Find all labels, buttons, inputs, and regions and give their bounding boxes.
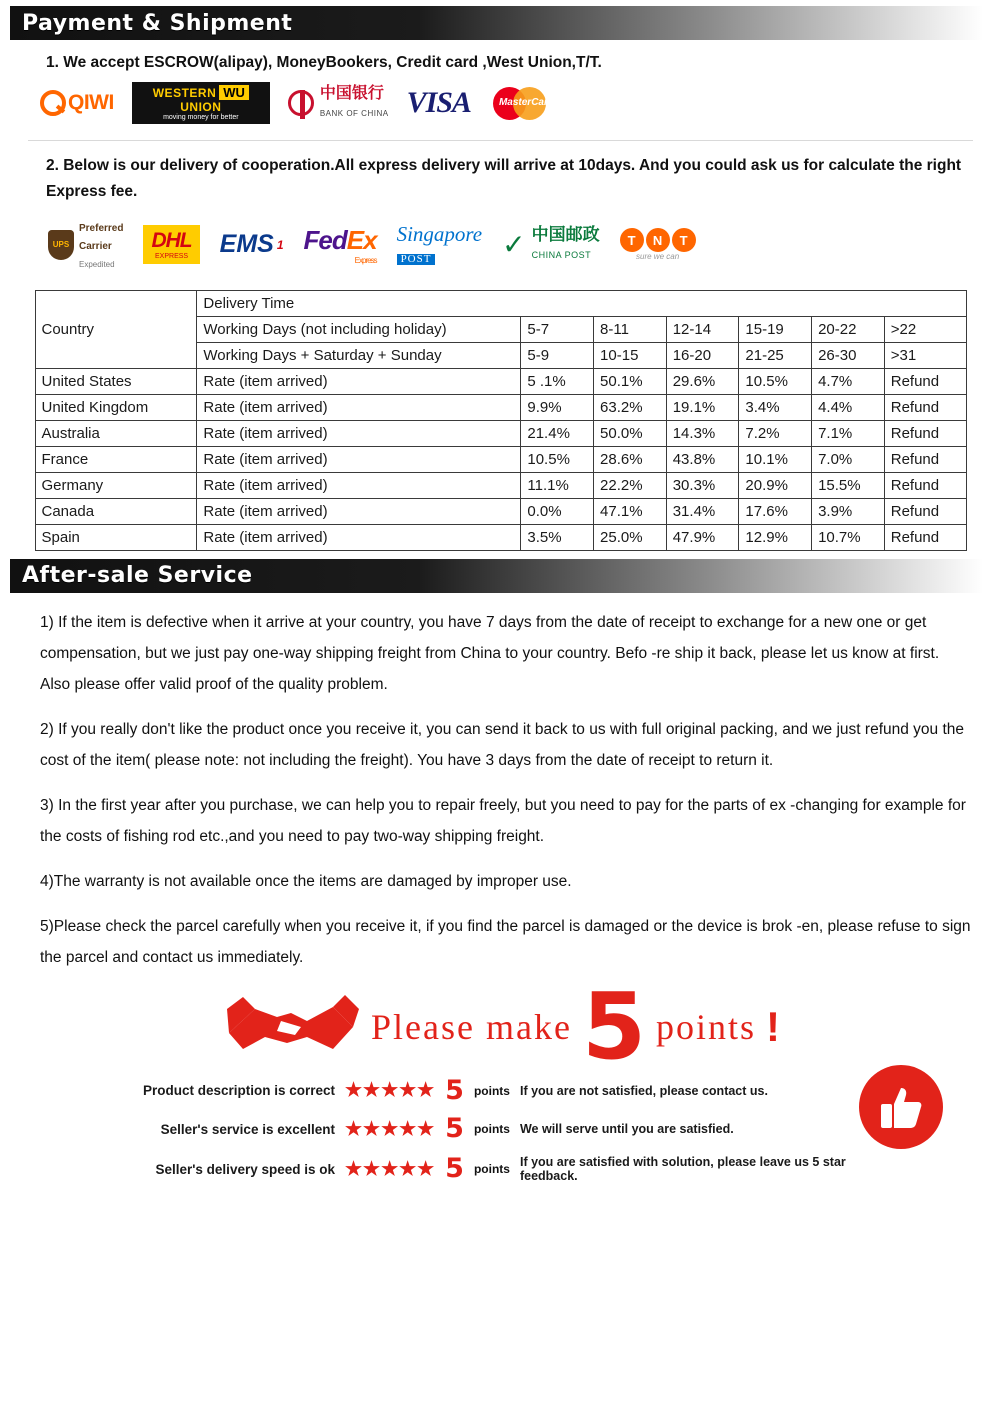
cell: 10.7% bbox=[812, 524, 885, 550]
dhl-logo: DHL EXPRESS bbox=[143, 225, 199, 264]
western-union-logo: WESTERN WU UNION moving money for better bbox=[132, 82, 270, 124]
mastercard-logo: MasterCard bbox=[489, 83, 595, 123]
cell: 50.1% bbox=[594, 368, 667, 394]
row-rate-label: Rate (item arrived) bbox=[197, 498, 521, 524]
please-make-text: Please make bbox=[371, 1006, 572, 1047]
cell: Refund bbox=[884, 498, 966, 524]
table-row bbox=[35, 394, 966, 420]
row-country: France bbox=[35, 446, 197, 472]
five-points-rows bbox=[0, 1074, 1001, 1185]
cell: 43.8% bbox=[666, 446, 739, 472]
cell: 5 .1% bbox=[521, 368, 594, 394]
cell: Refund bbox=[884, 420, 966, 446]
cell: 0.0% bbox=[521, 498, 594, 524]
working-days-weekend-label: Working Days + Saturday + Sunday bbox=[197, 342, 521, 368]
cell: 12-14 bbox=[666, 316, 739, 342]
delivery-table bbox=[35, 290, 967, 551]
working-days-label: Working Days (not including holiday) bbox=[197, 316, 521, 342]
payment-logo-row bbox=[0, 76, 1001, 134]
singapore-post-logo: Singapore POST bbox=[396, 221, 483, 265]
aftersale-paragraph: 3) In the first year after you purchase, we can help you to repair freely, but you need to pay for the parts of ex -changing for example for the costs of fishing rod etc.,and you need to pay two-way shipping freight. bbox=[40, 796, 966, 845]
table-row bbox=[35, 498, 966, 524]
country-header: Country bbox=[35, 290, 197, 368]
cell: 16-20 bbox=[666, 342, 739, 368]
aftersale-paragraph: 5)Please check the parcel carefully when you receive it, if you find the parcel is damaged or the device is brok -en, please refuse to sign the parcel and contact us immediately. bbox=[40, 917, 971, 966]
row-country: United States bbox=[35, 368, 197, 394]
cell: 63.2% bbox=[594, 394, 667, 420]
aftersale-paragraph: 1) If the item is defective when it arrive at your country, you have 7 days from the date of receipt to exchange for a new one or get compensation, but we just pay one-way shipping freight from China to your country. Befo -re ship it back, please let us know at first. Also please offer valid proof of the quality problem. bbox=[40, 613, 940, 693]
cell: >22 bbox=[884, 316, 966, 342]
cell: 12.9% bbox=[739, 524, 812, 550]
row-country: Germany bbox=[35, 472, 197, 498]
cell: 15-19 bbox=[739, 316, 812, 342]
china-post-logo: ✓ 中国邮政 CHINA POST bbox=[502, 224, 600, 262]
row-country: Spain bbox=[35, 524, 197, 550]
cell: 10.5% bbox=[521, 446, 594, 472]
cell: Refund bbox=[884, 446, 966, 472]
star-rating-icon: ★★★★★ bbox=[345, 1118, 436, 1140]
row-rate-label: Rate (item arrived) bbox=[197, 394, 521, 420]
aftersale-paragraph: 4)The warranty is not available once the items are damaged by improper use. bbox=[40, 872, 572, 890]
row-rate-label: Rate (item arrived) bbox=[197, 446, 521, 472]
cell: 26-30 bbox=[812, 342, 885, 368]
payment-line-2: 2. Below is our delivery of cooperation.All express delivery will arrive at 10days. And you could ask us for calculate the right Express fee. bbox=[46, 157, 962, 201]
row-country: United Kingdom bbox=[35, 394, 197, 420]
cell: Refund bbox=[884, 394, 966, 420]
table-row bbox=[35, 420, 966, 446]
cell: 3.5% bbox=[521, 524, 594, 550]
handshake-icon bbox=[221, 987, 361, 1067]
cell: 29.6% bbox=[666, 368, 739, 394]
ems-logo: EMS 1 bbox=[219, 230, 284, 259]
tnt-logo: T N T sure we can bbox=[620, 228, 696, 261]
cell: 7.1% bbox=[812, 420, 885, 446]
row-rate-label: Rate (item arrived) bbox=[197, 368, 521, 394]
row-rate-label: Rate (item arrived) bbox=[197, 472, 521, 498]
shipping-logo-row bbox=[0, 210, 1001, 284]
points-number: 5 bbox=[445, 1112, 464, 1144]
row-rate-label: Rate (item arrived) bbox=[197, 524, 521, 550]
cell: 14.3% bbox=[666, 420, 739, 446]
points-number: 5 bbox=[445, 1074, 464, 1106]
table-row bbox=[35, 472, 966, 498]
points-row-label: Product description is correct bbox=[142, 1083, 335, 1099]
thumbs-up-icon bbox=[859, 1065, 943, 1149]
section-divider bbox=[28, 140, 973, 141]
cell: 3.4% bbox=[739, 394, 812, 420]
table-row bbox=[35, 524, 966, 550]
points-unit: points bbox=[473, 1122, 510, 1137]
points-row-note: If you are not satisfied, please contact us. bbox=[519, 1083, 768, 1098]
aftersale-section-banner bbox=[10, 559, 983, 593]
points-row-label: Seller's service is excellent bbox=[160, 1121, 335, 1137]
visa-logo: VISA bbox=[406, 86, 471, 119]
points-unit: points bbox=[473, 1083, 510, 1098]
points-number: 5 bbox=[445, 1153, 464, 1185]
cell: 4.4% bbox=[812, 394, 885, 420]
cell: 15.5% bbox=[812, 472, 885, 498]
cell: 21.4% bbox=[521, 420, 594, 446]
fedex-logo: FedEx Express bbox=[303, 224, 377, 265]
aftersale-paragraph: 2) If you really don't like the product once you receive it, you can send it back to us with full original packing, and we just refund you the cost of the item( please note: not including the freight). You have 3 days from the date of receipt to return it. bbox=[40, 720, 965, 769]
cell: 10.1% bbox=[739, 446, 812, 472]
cell: 7.2% bbox=[739, 420, 812, 446]
cell: Refund bbox=[884, 368, 966, 394]
cell: 17.6% bbox=[739, 498, 812, 524]
cell: 20-22 bbox=[812, 316, 885, 342]
star-rating-icon: ★★★★★ bbox=[345, 1158, 436, 1180]
points-row-label: Seller's delivery speed is ok bbox=[155, 1161, 335, 1177]
row-rate-label: Rate (item arrived) bbox=[197, 420, 521, 446]
cell: 21-25 bbox=[739, 342, 812, 368]
points-unit: points bbox=[473, 1162, 510, 1177]
cell: 3.9% bbox=[812, 498, 885, 524]
cell: Refund bbox=[884, 524, 966, 550]
row-country: Canada bbox=[35, 498, 197, 524]
cell: Refund bbox=[884, 472, 966, 498]
cell: 28.6% bbox=[594, 446, 667, 472]
aftersale-body bbox=[0, 593, 1001, 973]
table-row bbox=[35, 446, 966, 472]
five-points-block bbox=[0, 972, 1001, 1185]
cell: 20.9% bbox=[739, 472, 812, 498]
five-points-headline bbox=[0, 972, 1001, 1080]
cell: 30.3% bbox=[666, 472, 739, 498]
delivery-time-header: Delivery Time bbox=[197, 290, 966, 316]
cell: 10.5% bbox=[739, 368, 812, 394]
exclamation-mark: ! bbox=[765, 1002, 780, 1050]
cell: 8-11 bbox=[594, 316, 667, 342]
qiwi-logo: QIWI bbox=[40, 84, 114, 122]
row-country: Australia bbox=[35, 420, 197, 446]
cell: 22.2% bbox=[594, 472, 667, 498]
payment-section-title: Payment & Shipment bbox=[22, 10, 293, 36]
payment-line-1: 1. We accept ESCROW(alipay), MoneyBookers, Credit card ,West Union,T/T. bbox=[46, 54, 602, 71]
points-word: points bbox=[655, 1006, 756, 1047]
bank-of-china-logo: 中国银行 BANK OF CHINA bbox=[288, 84, 389, 122]
cell: 9.9% bbox=[521, 394, 594, 420]
cell: 50.0% bbox=[594, 420, 667, 446]
table-row bbox=[35, 290, 966, 316]
points-row-note: We will serve until you are satisfied. bbox=[519, 1122, 734, 1137]
aftersale-section-title: After-sale Service bbox=[22, 563, 253, 589]
cell: 25.0% bbox=[594, 524, 667, 550]
cell: 10-15 bbox=[594, 342, 667, 368]
points-row-note: If you are satisfied with solution, please leave us 5 star feedback. bbox=[519, 1155, 846, 1184]
cell: 47.9% bbox=[666, 524, 739, 550]
payment-section-banner bbox=[10, 6, 983, 40]
table-row bbox=[35, 368, 966, 394]
cell: >31 bbox=[884, 342, 966, 368]
headline-number-5: 5 bbox=[581, 972, 646, 1080]
cell: 4.7% bbox=[812, 368, 885, 394]
cell: 31.4% bbox=[666, 498, 739, 524]
page-root bbox=[0, 6, 1001, 1403]
cell: 7.0% bbox=[812, 446, 885, 472]
cell: 47.1% bbox=[594, 498, 667, 524]
star-rating-icon: ★★★★★ bbox=[345, 1080, 436, 1102]
points-row bbox=[125, 1155, 1001, 1183]
cell: 11.1% bbox=[521, 472, 594, 498]
cell: 5-9 bbox=[521, 342, 594, 368]
ups-logo: UPS Preferred Carrier Expedited bbox=[48, 218, 123, 272]
cell: 5-7 bbox=[521, 316, 594, 342]
cell: 19.1% bbox=[666, 394, 739, 420]
